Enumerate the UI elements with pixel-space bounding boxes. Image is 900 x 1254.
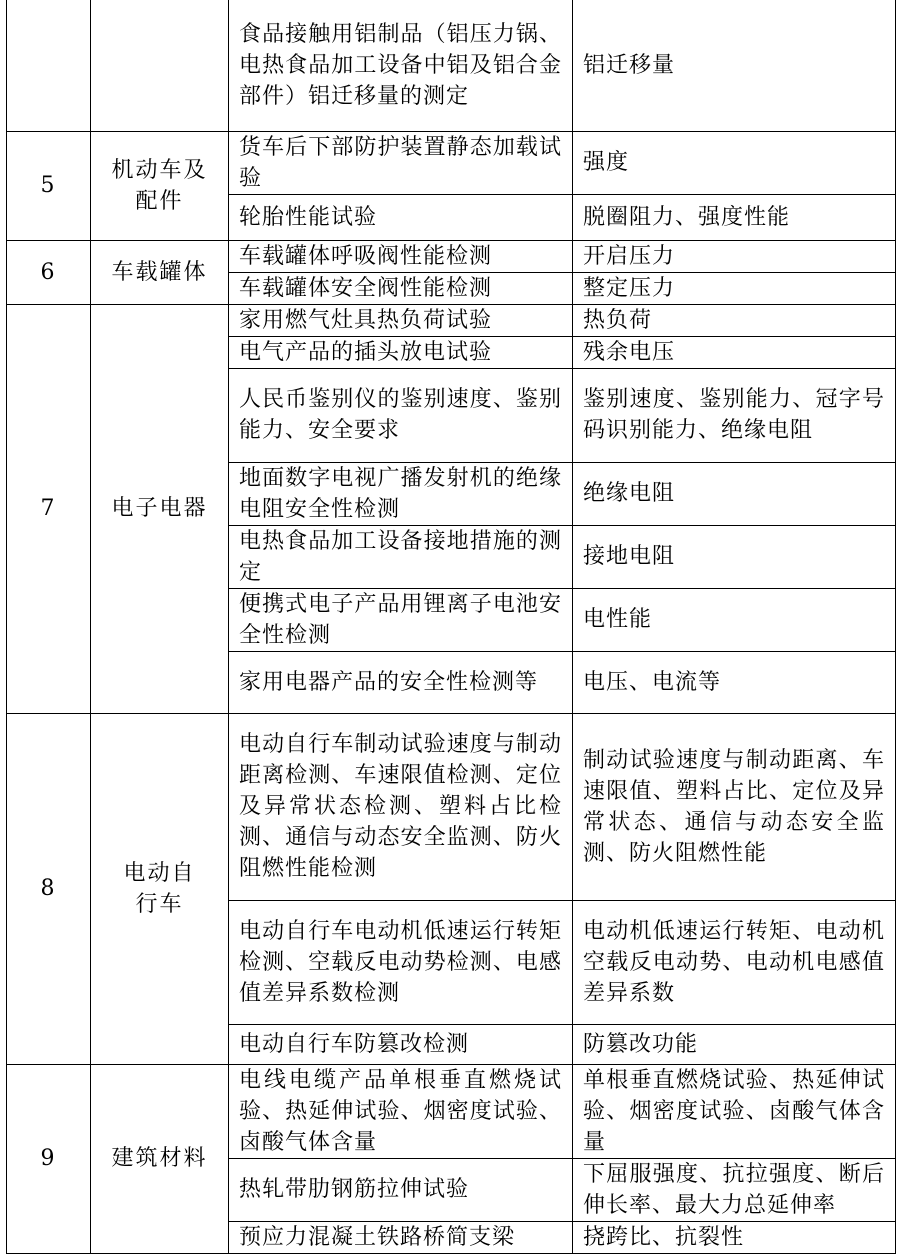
parameter-cell: 挠跨比、抗裂性 <box>573 1221 896 1253</box>
test-item-cell: 电动自行车防篡改检测 <box>229 1024 573 1064</box>
row-number: 6 <box>7 240 91 304</box>
parameter-cell: 电压、电流等 <box>573 651 896 713</box>
table-row <box>7 713 896 900</box>
test-item-cell: 轮胎性能试验 <box>229 194 573 240</box>
category-label: 机动车及配件 <box>111 157 208 214</box>
parameter-cell: 铝迁移量 <box>573 0 896 131</box>
parameter-cell: 开启压力 <box>573 240 896 272</box>
test-item-cell: 便携式电子产品用锂离子电池安全性检测 <box>229 588 573 651</box>
test-item-cell: 电动自行车电动机低速运行转矩检测、空载反电动势检测、电感值差异系数检测 <box>229 900 573 1024</box>
parameter-cell: 接地电阻 <box>573 525 896 588</box>
row-number: 5 <box>7 131 91 240</box>
parameter-cell: 制动试验速度与制动距离、车速限值、塑料占比、定位及异常状态、通信与动态安全监测、防火阻燃性能 <box>573 713 896 900</box>
table-row <box>7 1064 896 1158</box>
category-cell: 车载罐体 <box>91 240 229 304</box>
test-item-cell: 热轧带肋钢筋拉伸试验 <box>229 1158 573 1221</box>
test-item-cell: 电动自行车制动试验速度与制动距离检测、车速限值检测、定位及异常状态检测、塑料占比检测、通信与动态安全监测、防火阻燃性能检测 <box>229 713 573 900</box>
table-row <box>7 0 896 131</box>
inspection-items-table <box>6 0 896 1254</box>
parameter-cell: 整定压力 <box>573 272 896 304</box>
row-number: 9 <box>7 1064 91 1253</box>
test-item-cell: 家用燃气灶具热负荷试验 <box>229 304 573 336</box>
test-item-cell: 电气产品的插头放电试验 <box>229 336 573 368</box>
test-item-cell: 食品接触用铝制品（铝压力锅、电热食品加工设备中铝及铝合金部件）铝迁移量的测定 <box>229 0 573 131</box>
category-cell <box>91 131 229 240</box>
parameter-cell: 电动机低速运行转矩、电动机空载反电动势、电动机电感值差异系数 <box>573 900 896 1024</box>
parameter-cell: 鉴别速度、鉴别能力、冠字号码识别能力、绝缘电阻 <box>573 368 896 462</box>
row-number <box>7 0 91 131</box>
test-item-cell: 预应力混凝土铁路桥简支梁 <box>229 1221 573 1253</box>
test-item-cell: 车载罐体安全阀性能检测 <box>229 272 573 304</box>
test-item-cell: 货车后下部防护装置静态加载试验 <box>229 131 573 194</box>
test-item-cell: 车载罐体呼吸阀性能检测 <box>229 240 573 272</box>
row-number: 7 <box>7 304 91 713</box>
row-number: 8 <box>7 713 91 1064</box>
test-item-cell: 电线电缆产品单根垂直燃烧试验、热延伸试验、烟密度试验、卤酸气体含量 <box>229 1064 573 1158</box>
table-row <box>7 240 896 272</box>
parameter-cell: 下屈服强度、抗拉强度、断后伸长率、最大力总延伸率 <box>573 1158 896 1221</box>
parameter-cell: 防篡改功能 <box>573 1024 896 1064</box>
parameter-cell: 绝缘电阻 <box>573 462 896 525</box>
parameter-cell: 电性能 <box>573 588 896 651</box>
category-label: 电动自行车 <box>123 860 196 917</box>
table-row <box>7 131 896 194</box>
parameter-cell: 残余电压 <box>573 336 896 368</box>
category-cell: 电子电器 <box>91 304 229 713</box>
category-cell: 建筑材料 <box>91 1064 229 1253</box>
table-row <box>7 304 896 336</box>
test-item-cell: 地面数字电视广播发射机的绝缘电阻安全性检测 <box>229 462 573 525</box>
test-item-cell: 家用电器产品的安全性检测等 <box>229 651 573 713</box>
parameter-cell: 单根垂直燃烧试验、热延伸试验、烟密度试验、卤酸气体含量 <box>573 1064 896 1158</box>
parameter-cell: 强度 <box>573 131 896 194</box>
parameter-cell: 热负荷 <box>573 304 896 336</box>
category-cell <box>91 713 229 1064</box>
parameter-cell: 脱圈阻力、强度性能 <box>573 194 896 240</box>
test-item-cell: 人民币鉴别仪的鉴别速度、鉴别能力、安全要求 <box>229 368 573 462</box>
category-cell <box>91 0 229 131</box>
test-item-cell: 电热食品加工设备接地措施的测定 <box>229 525 573 588</box>
